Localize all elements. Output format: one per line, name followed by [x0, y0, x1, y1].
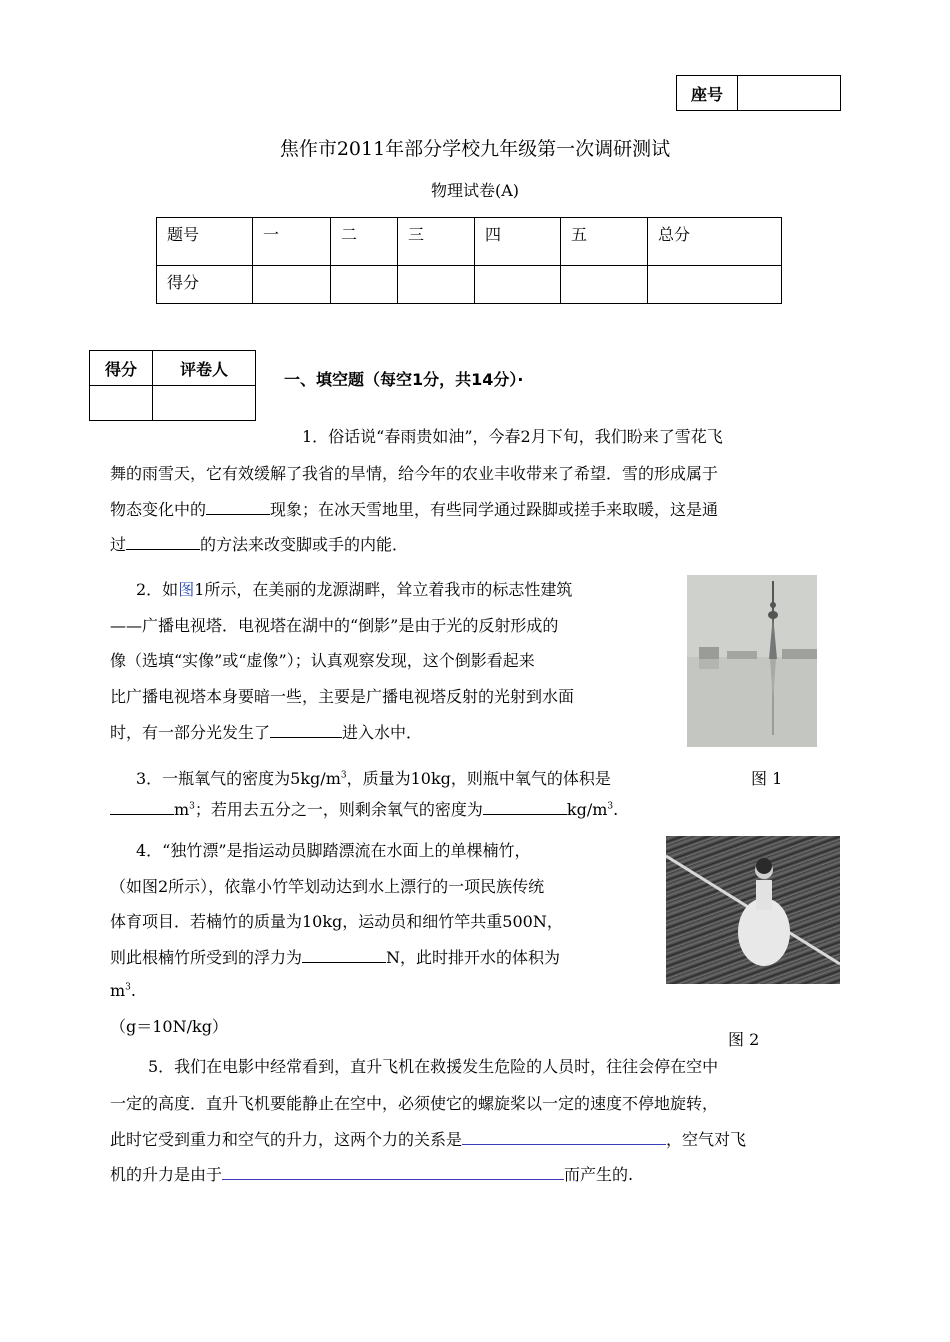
q1-text: 的方法来改变脚或手的内能． [200, 535, 409, 554]
q4-text: 则此根楠竹所受到的浮力为 [110, 948, 303, 967]
q1-blank-2[interactable] [126, 533, 200, 550]
q4-text: m [110, 981, 126, 1000]
grader-score-cell[interactable] [90, 386, 153, 421]
grader-score-label: 得分 [90, 351, 153, 386]
q3-text: ，质量为10kg，则瓶中氧气的体积是 [346, 769, 611, 788]
q1-line-4 [110, 532, 408, 555]
score-header-cell: 题号 [157, 218, 253, 266]
q4-blank[interactable] [302, 946, 386, 963]
exam-subtitle: 物理试卷(A) [430, 181, 520, 200]
q3-text: . [613, 800, 619, 819]
q3-line-2 [110, 797, 618, 820]
q5-blank-1[interactable] [462, 1128, 666, 1145]
grader-table [89, 350, 256, 421]
q3-blank-2[interactable] [483, 798, 567, 815]
score-header-cell: 三 [398, 218, 475, 266]
bamboo-rafting-photo [666, 836, 840, 984]
q4-text: N，此时排开水的体积为 [386, 948, 561, 967]
figure-1-caption: 图 1 [751, 769, 783, 788]
score-cell[interactable] [648, 266, 782, 304]
q2-blank[interactable] [270, 721, 342, 738]
q4-text: . [130, 981, 136, 1000]
q1-line-2: 舞的雨雪天，它有效缓解了我省的旱情，给今年的农业丰收带来了希望．雪的形成属于 [110, 464, 719, 483]
score-table [156, 217, 782, 304]
tv-tower-photo [687, 575, 817, 747]
seat-number-box [676, 75, 841, 111]
score-header-cell: 总分 [648, 218, 782, 266]
q5-text: 机的升力是由于 [110, 1165, 223, 1184]
score-cell[interactable] [398, 266, 475, 304]
q5-line-3 [110, 1127, 746, 1150]
q2-text: 时，有一部分光发生了 [110, 723, 271, 742]
q5-text: ，空气对飞 [666, 1130, 747, 1149]
q4-line-1: 4．“独竹漂”是指运动员脚踏漂流在水面上的单棵楠竹， [136, 841, 531, 860]
q3-sup: 3 [189, 801, 195, 812]
seat-value-cell[interactable] [738, 76, 841, 111]
score-header-cell: 二 [331, 218, 398, 266]
q5-line-2: 一定的高度．直升飞机要能静止在空中，必须使它的螺旋桨以一定的速度不停地旋转， [110, 1094, 719, 1113]
q5-blank-2[interactable] [222, 1163, 564, 1180]
q3-text: ；若用去五分之一，则剩余氧气的密度为 [194, 800, 483, 819]
q4-line-2: （如图2所示），依靠小竹竿划动达到水上漂行的一项民族传统 [110, 877, 545, 896]
q4-line-3: 体育项目．若楠竹的质量为10kg，运动员和细竹竿共重500N， [110, 912, 563, 931]
q3-sup: 3 [340, 770, 347, 781]
q2-text: 1所示，在美丽的龙源湖畔，耸立着我市的标志性建筑 [194, 580, 573, 599]
q1-text: 物态变化中的 [110, 500, 207, 519]
q2-line-1 [136, 577, 572, 600]
grader-name-cell[interactable] [153, 386, 256, 421]
q2-line-2: ——广播电视塔．电视塔在湖中的“倒影”是由于光的反射形成的 [110, 616, 559, 635]
q2-line-3: 像（选填“实像”或“虚像”）；认真观察发现，这个倒影看起来 [110, 651, 535, 670]
q1-line-3 [110, 497, 718, 520]
q3-text: m [174, 800, 190, 819]
q1-blank-1[interactable] [206, 498, 270, 515]
q3-line-1 [136, 766, 611, 789]
q1-line-1: 1．俗话说“春雨贵如油”，今春2月下旬，我们盼来了雪花飞 [302, 427, 723, 446]
q2-text: 2．如 [136, 580, 179, 599]
q5-text: 而产生的. [564, 1165, 634, 1184]
q2-line-5 [110, 720, 422, 743]
grader-name-label: 评卷人 [153, 351, 256, 386]
score-header-cell: 四 [475, 218, 561, 266]
exam-title: 焦作市2011年部分学校九年级第一次调研测试 [279, 138, 671, 160]
q2-line-4: 比广播电视塔本身要暗一些，主要是广播电视塔反射的光射到水面 [110, 687, 575, 706]
q5-line-1: 5．我们在电影中经常看到，直升飞机在救援发生危险的人员时，往往会停在空中 [148, 1057, 719, 1076]
score-header-cell: 一 [253, 218, 331, 266]
q1-text: 过 [110, 535, 127, 554]
score-cell[interactable] [253, 266, 331, 304]
q3-blank-1[interactable] [110, 798, 174, 815]
q3-text: kg/m [566, 800, 608, 819]
q3-sup: 3 [607, 801, 614, 812]
q4-line-4 [110, 945, 560, 968]
q4-sup: 3 [125, 982, 131, 993]
score-row-label: 得分 [157, 266, 253, 304]
q4-line-6: （g＝10N/kg） [110, 1017, 228, 1036]
score-cell[interactable] [561, 266, 648, 304]
q1-text: 现象；在冰天雪地里，有些同学通过跺脚或搓手来取暖，这是通 [270, 500, 719, 519]
score-cell[interactable] [475, 266, 561, 304]
q2-text: 进入水中． [342, 723, 423, 742]
seat-label: 座号 [677, 76, 738, 111]
q5-line-4 [110, 1162, 633, 1185]
score-header-cell: 五 [561, 218, 648, 266]
score-cell[interactable] [331, 266, 398, 304]
figure-link[interactable]: 图 [178, 580, 195, 599]
section-heading: 一、填空题（每空1分，共14分）· [284, 370, 524, 389]
q3-text: 3．一瓶氧气的密度为5kg/m [136, 769, 341, 788]
figure-2-caption: 图 2 [728, 1030, 760, 1049]
q4-line-5 [110, 981, 136, 1000]
q5-text: 此时它受到重力和空气的升力，这两个力的关系是 [110, 1130, 463, 1149]
